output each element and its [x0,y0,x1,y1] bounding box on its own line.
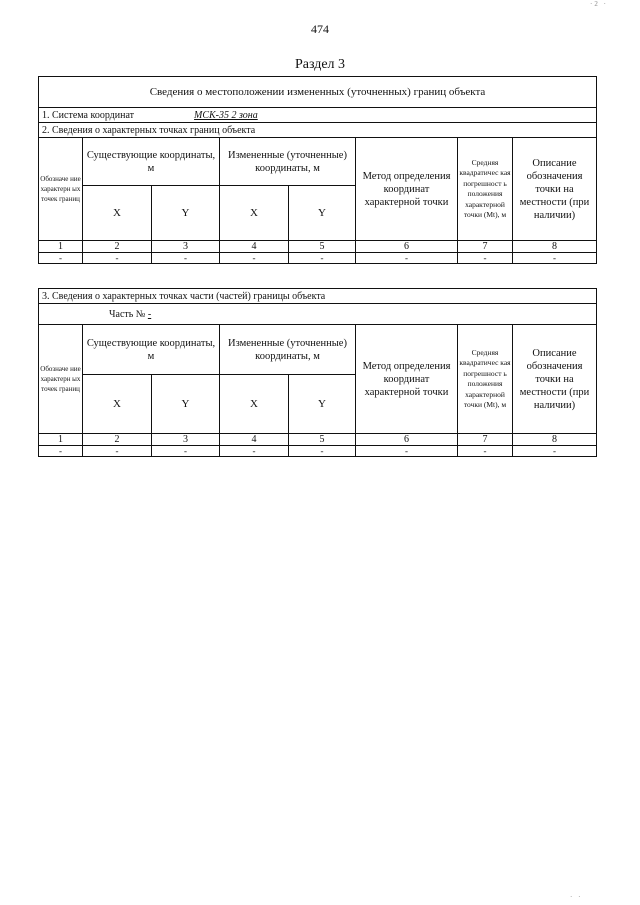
points-heading: 2. Сведения о характерных точках границ объекта [39,123,597,138]
col-number: 3 [152,241,220,253]
coord-system-row [39,108,597,123]
col-number: 4 [220,434,289,446]
header-existing-y: Y [152,375,220,434]
col-number: 4 [220,241,289,253]
header-description: Описание обозначения точки на местности (при наличии) [513,325,597,434]
section-title: Раздел 3 [294,57,346,72]
col-number: 7 [458,241,513,253]
part-number-label: Часть № [109,308,146,320]
header-changed-y: Y [289,186,356,241]
col-number: 8 [513,434,597,446]
table-cell: - [458,253,513,264]
header-changed-y: Y [289,375,356,434]
table-cell: - [356,446,458,457]
header-point-designation: Обозначе ние характерн ых точек границ [39,325,83,434]
table-row [39,446,597,457]
header-existing-coords: Существующие координаты, м [83,325,220,375]
table-cell: - [83,446,152,457]
corner-mark: ·2 · [590,0,608,8]
corner-mark: · · [570,893,583,901]
header-method: Метод определения координат характерной точки [356,325,458,434]
page-number: 474 [311,22,329,36]
header-existing-y: Y [152,186,220,241]
header-rms-error: Средняя квадратичес кая погрешност ь положения характерной точки (Mt), м [458,138,513,241]
header-existing-x: X [83,186,152,241]
column-numbers-row [39,241,597,253]
table-cell: - [39,253,83,264]
table-cell: - [152,253,220,264]
col-number: 1 [39,241,83,253]
table-cell: - [220,253,289,264]
table-cell: - [152,446,220,457]
table-title: Сведения о местоположении измененных (уточненных) границ объекта [39,77,597,108]
header-existing-x: X [83,375,152,434]
header-description: Описание обозначения точки на местности (при наличии) [513,138,597,241]
part-boundary-table [38,288,597,457]
col-number: 1 [39,434,83,446]
table-cell: - [513,253,597,264]
table-cell: - [83,253,152,264]
col-number: 7 [458,434,513,446]
boundary-info-table [38,76,597,264]
table-cell: - [458,446,513,457]
part-number-row [39,304,597,325]
table-cell: - [39,446,83,457]
col-number: 5 [289,241,356,253]
coord-system-value: МСК-35 2 зона [194,109,258,121]
col-number: 3 [152,434,220,446]
table-cell: - [513,446,597,457]
col-number: 6 [356,241,458,253]
part-number-value: - [147,308,152,320]
table-cell: - [289,446,356,457]
col-number: 8 [513,241,597,253]
coord-system-label: 1. Система координат [42,109,135,121]
header-changed-coords: Измененные (уточненные) координаты, м [220,325,356,375]
table-cell: - [289,253,356,264]
col-number: 2 [83,241,152,253]
header-method: Метод определения координат характерной точки [356,138,458,241]
table-cell: - [220,446,289,457]
header-changed-x: X [220,375,289,434]
col-number: 5 [289,434,356,446]
column-numbers-row [39,434,597,446]
header-changed-x: X [220,186,289,241]
table-row [39,253,597,264]
table-cell: - [356,253,458,264]
col-number: 6 [356,434,458,446]
header-rms-error: Средняя квадратичес кая погрешност ь положения характерной точки (Mt), м [458,325,513,434]
header-existing-coords: Существующие координаты, м [83,138,220,186]
header-point-designation: Обозначе ние характерн ых точек границ [39,138,83,241]
col-number: 2 [83,434,152,446]
part-points-heading: 3. Сведения о характерных точках части (частей) границы объекта [39,289,597,304]
header-changed-coords: Измененные (уточненные) координаты, м [220,138,356,186]
